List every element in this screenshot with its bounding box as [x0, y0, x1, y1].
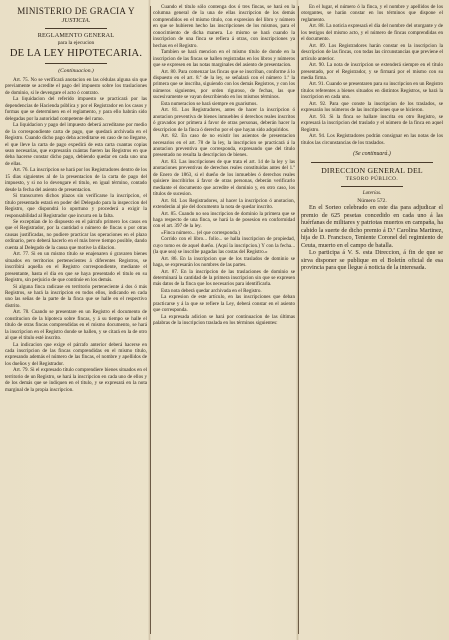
paragraph: En el Sorteo celebrado en este dia para adjudicar el premio de 625 pesetas concedido en cada uno á las huérfanas de militares y patriotas muertos en campaña, ha cabido la suerte de dicho premio á D.ª Carolina Martinez, hija de D. Francisco, Teniente Coronel del regimiento de Ceuta, muerto en el campo de batalla.: [301, 204, 443, 249]
ministry-subheading: JUSTICIA.: [61, 17, 91, 24]
paragraph: Art. 87. En la inscripcion de las traslaciones de dominio se determinará la cantidad de la primera inscripcion sin que se expresen más datos de la finca que los necesarios para identificarla.: [153, 268, 295, 288]
column-1: [5, 4, 147, 636]
paragraph: Art. 85. Cuando no sea inscripcion de dominio la primera que se haga respecto de una finca, se hará la de posesion en conformidad con el art. 397 de la ley.: [153, 210, 295, 230]
law-title: DE LA LEY HIPOTECARIA.: [9, 48, 143, 59]
paragraph: Art. 91. Cuando se presentaren para su inscripcion en un Registro títulos referentes a bienes situados en distintos Registros, se hará la inscripcion en cada uno.: [301, 81, 443, 101]
paragraph: La liquidacion y pago del impuesto deberá acreditarse por medio de la correspondiente carta de pago, que quedará archivada en el Registro. Cuando dicho pago deba acreditarse en caso de no llegarse, el que lleve la carta de pago expedirá de esta carta cuantas copias sean necesarias, que expresarán cuántas fueren las Registros en que deba hacerse constar dicho pago, debiendo quedar en cada uno una de ellas.: [5, 122, 147, 167]
paragraph: «Finca número... (el que corresponda.): [161, 229, 240, 236]
paragraph: Si transcurren dichos plazos sin verificarse la inscripcion, el título presentado estará en poder del Delegado para la inspeccion del Registro, que dispondrá lo oportuno y procederá a exigir la responsabilidad al Registrador que incurra en la falta.: [5, 193, 147, 219]
paragraph: Corrido con el libro... folio... se halla inscripcion de propiedad, cuyo tomo es de aquel dueño. (Aquí la inscripcion.) Y con la fecha... (la que sea) se inscribe pagadas las costas del Registro.»: [153, 236, 295, 256]
section-heading: Loterías.: [362, 189, 382, 196]
paragraph: En el lugar, el número ó la finca, y el nombre y apellidos de los otorgantes, se harán constar en los términos que dispone el reglamento.: [301, 4, 443, 23]
paragraph: La indicacion que exige el párrafo anterior deberá hacerse en cada inscripcion de las fincas comprendidas en el mismo título, expresando además el número de las fincas, el nombre y apellidos de los dueños y del Registrador.: [5, 341, 147, 367]
reglamento-heading: REGLAMENTO GENERAL: [37, 32, 115, 39]
paragraph: Art. 78. Cuando se presentare en un Registro el documento de constitucion de la hipoteca sobre fincas, y á su tiempo se halle el título de otras fincas comprendidas en el mismo documento, se hará la inscripcion en el Registro donde se hallen, y se citará en la de otro al que el título esté inscrito.: [5, 309, 147, 342]
direction-subheading: TESORO PÚBLICO.: [345, 175, 399, 182]
column-1-body: [5, 77, 147, 393]
paragraph: Cuando el título sólo contenga dos ó tres fincas, se hará en la columna general de la una de ellas inscripcion de los demás comprendidos en el mismo título, con expresion del libro y número en que se hubieren hecho las inscripciones de los mismos, para el conocimiento de dicha manera. Lo mismo se hará cuando la inscripcion de una finca se refiera á otras, con inscripciones ya hechas en el Registro.: [153, 4, 295, 49]
paragraph: Art. 89. Los Registradores harán constar en la inscripcion la descripcion de las fincas, con todas las circunstancias que previene el artículo anterior.: [301, 42, 443, 62]
paragraph: Si alguna finca radicase en territorio perteneciente á dos ó más Registros, se hará la inscripcion en todos ellos, indicando en cada uno las señas de la parte de la finca que se halle en el respectivo distrito.: [5, 283, 147, 309]
paragraph: Art. 88. La noticia expresará el dia del nombre del otorgante y de los testigos del mismo acto, y el número de fincas comprendidas en el documento.: [301, 23, 443, 43]
paragraph: Art. 75. No se verificará anotacion en las cédulas alguna sin que previamente se acredite el pago del impuesto sobre los traslaciones de dominio, si le devengare el acto ó contrato.: [5, 77, 147, 96]
paragraph: Art. 92. Para que conste la inscripcion de los traslados, se expresarán los números de las inscripciones que se hicieron.: [301, 100, 443, 114]
divider: [341, 186, 403, 187]
paragraph: Art. 93. Si la finca se hallare inscrita en otro Registro, se expresará la inscripcion del traslado y el número de la finca en aquel Registro.: [301, 113, 443, 133]
continuation-note: (Continuacion.): [58, 68, 94, 74]
paragraph: Art. 82. En caso de no existir los asientos de presentacion necesarios en el art. 78 de la ley, la inscripcion se practicará á la anotacion preventiva que corresponda, expresando que del título presentado no resulta la descripcion de bienes.: [153, 133, 295, 159]
direction-heading: DIRECCION GENERAL DEL: [321, 165, 423, 175]
notice-body: [301, 205, 443, 273]
column-3-body: [301, 4, 443, 146]
paragraph: Art. 83. Las inscripciones de que trata el art. 14 de la ley y las anotaciones preventivas de derechos reales constituidas antes del 1.º de Enero de 1863, si el dueño de los inmuebles ó derechos reales quisiere inscribirlos á favor de otras personas, deberán verificarlo mediante el documento que acredite el dominio y, en otro caso, los títulos de sucesion.: [153, 158, 295, 198]
divider: [45, 63, 107, 64]
paragraph: Esta numeracion se hará siempre en guarismos.: [161, 100, 258, 107]
paragraph: La expresion de este artículo, en las inscripciones que deban practicarse y á la que se refiere la Ley, deberá constar en el asiento que corresponda.: [153, 294, 295, 314]
ministry-heading: MINISTERIO DE GRACIA Y: [17, 6, 135, 16]
paragraph: Esta nota deberá quedar archivada en el Registro.: [161, 287, 262, 294]
column-2-body: [153, 4, 295, 327]
paragraph: Lo participa á V. S. esta Direccion, á fin de que se sirva disponer se publique en el Boletín oficial de esa provincia para que llegue á noticia de la interesada.: [301, 250, 443, 272]
paragraph: Tambien se hará mencion en el mismo título de donde en la inscripcion de las fincas se hallen registradas en los libros y números que se expresen en las notas marginales del asiento de presentacion.: [153, 49, 295, 69]
continuation-mark: (Se continuará.): [353, 150, 391, 157]
column-divider: [298, 6, 299, 634]
divider: [311, 162, 433, 163]
column-divider: [150, 6, 151, 634]
paragraph: La expresada adicion se hará por continuacion de las últimas palabras de la inscripcion traslada en los términos siguientes:: [153, 313, 295, 327]
paragraph: Art. 94. Los Registradores podrán consignar en las notas de los títulos las circunstancias de los traslados.: [301, 133, 443, 146]
divider: [45, 28, 107, 29]
paragraph: Se exceptúan de lo dispuesto en el párrafo primero los casos en que el Registrador, por la cantidad o número de fincas o por otras causas justificadas, no pudiere practicar las operaciones en el plazo ordinario, pero deberá hacerlo en el más breve tiempo posible, dando cuenta al Delegado de la causa que motive la dilacion.: [5, 218, 147, 251]
paragraph: Art. 86. En la inscripcion que de los traslados de dominio se haga, se expresarán los nombres de las partes.: [153, 255, 295, 269]
column-3: [301, 4, 443, 636]
column-2: [153, 4, 295, 636]
paragraph: Art. 84. Los Registradores, al hacer la inscripcion ó anotacion, extenderán al pie del documento la nota de quedar inscrito.: [153, 197, 295, 211]
paragraph: Art. 77. Si en un mismo título se enajenaren ó gravaren bienes situados en territorios pertenecientes á diferentes Registros, se inscribirá aquella en el Registro correspondiente, mediante el presentante, hasta el dia en que se haya presentado el titulo en su Registro, sin perjuicio de que continúe en los demás.: [5, 251, 147, 284]
paragraph: Art. 79. Si el expresado título comprendiere bienes situados en el territorio de un Registro, se hará la inscripcion en cada uno de ellos y de los demás que se indiquen en el titulo, y se expresará en la nota marginal de la propia inscripcion.: [5, 367, 147, 393]
paragraph: Art. 90. La nota de inscripcion se extenderá siempre en el título presentado, por el Registrador, y se firmará por el mismo con su media firma.: [301, 62, 443, 81]
reglamento-subheading: para la ejecucion: [57, 40, 95, 46]
paragraph: Art. 80. Para comenzar las fincas que se inscriban, conforme á lo dispuesto en el art. 8.º de la ley, se señalará con el número 1.º la primera que se inscriba, siguiendo con los demás Registros, y con los números siguientes, por orden riguroso, de fechas, las que sucesivamente se vayan describiendo en los mismos términos.: [153, 68, 295, 101]
paragraph: Art. 76. La inscripcion se hará por los Registradores dentro de los 15 dias siguientes al de la presentacion de la carta de pago del impuesto, y si no lo devengare el titulo, en igual término, contado desde la fecha del asiento de presentacion.: [5, 167, 147, 193]
paragraph: La liquidacion del referido impuesto se practicará por las dependencias de Hacienda pública y por el Registrador en los casos y formas que se determinen en el reglamento, y para ello habrán sido delegadas por la autoridad competente del ramo.: [5, 96, 147, 122]
paragraph: Art. 81. Los Registradores, antes de hacer la inscripcion ó anotacion preventiva de bienes inmuebles ó derechos reales inscritos ó gravados por primera á favor de otras personas, deberán hacer la descripcion de la finca ó derecho por el que hayan sido adquiridos.: [153, 107, 295, 133]
notice-number: Número 572.: [357, 197, 387, 204]
